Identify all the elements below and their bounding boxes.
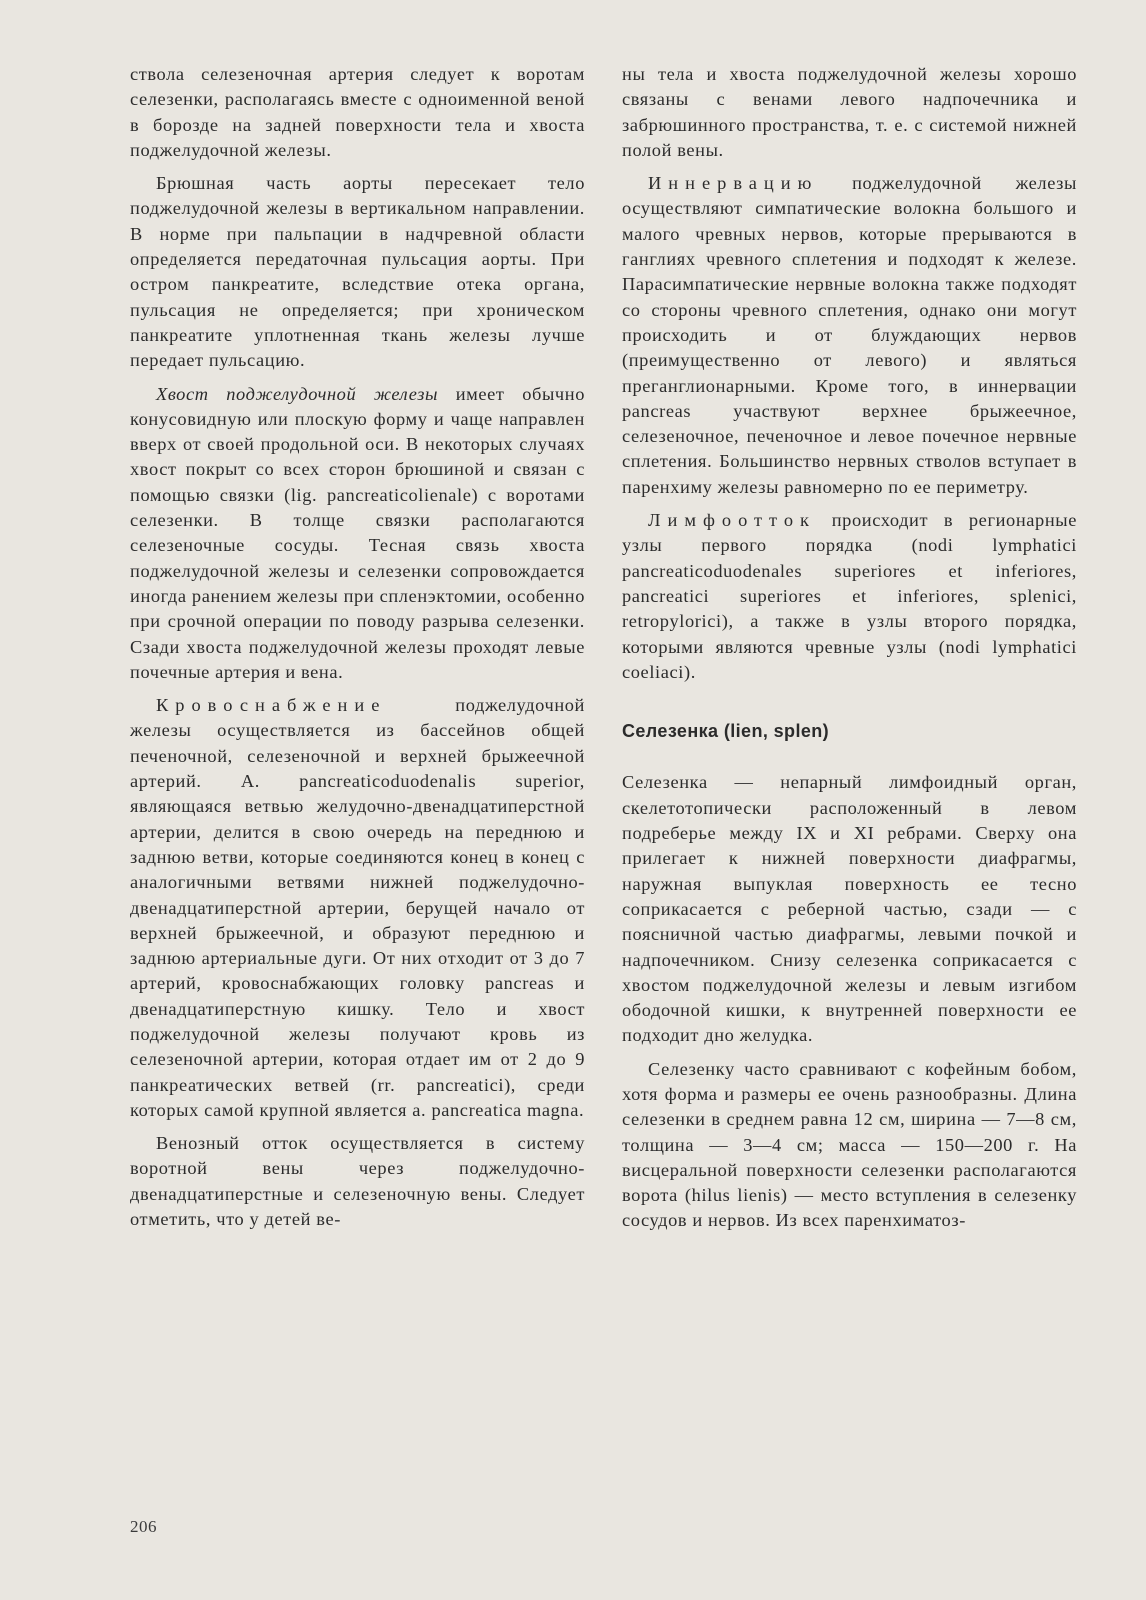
left-column xyxy=(130,62,585,1232)
section-heading: Селезенка (lien, splen) xyxy=(622,721,830,742)
page-number: 206 xyxy=(130,1517,157,1536)
paragraph: Селезенку часто сравнивают с кофейным бобом, хотя форма и размеры ее очень разнообразны. Длина селезенки в среднем равна 12 см, ширина — 7—8 см, толщина — 3—4 см; масса — 150—200 г. На висцеральной поверхности селезенки располагаются ворота (hilus lienis) — место вступления в селезенку сосудов и нервов. Из всех паренхиматоз- xyxy=(622,1058,1077,1231)
paragraph xyxy=(130,693,585,1123)
paragraph: ны тела и хвоста поджелудочной железы хорошо связаны с венами левого надпочечника и забрюшинного пространства, т. е. с системой нижней полой вены. xyxy=(622,64,1077,160)
right-column xyxy=(622,62,1077,1234)
italic-term: Хвост поджелудочной железы xyxy=(156,383,439,404)
paragraph-text: поджелудочной железы осуществляют симпатические волокна большого и малого чревных нервов, которые прерываются в ганглиях чревного сплетения и подходят к железе. Парасимпатические нервные волокна также подходят со стороны чревного сплетения, однако они могут происходить и от блуждающих нервов (преимущественно от левого) и являться преганглионарными. Кроме того, в иннервации pancreas участвуют верхнее брыжеечное, селезеночное, печеночное и левое почечное нервные сплетения. Большинство нервных стволов вступает в паренхиму железы равномерно по ее периметру. xyxy=(622,173,1077,497)
paragraph xyxy=(622,508,1077,685)
paragraph: Селезенка — непарный лимфоидный орган, скелетотопически расположенный в левом подреберье между IX и XI ребрами. Сверху она прилегает к нижней поверхности диафрагмы, наружная выпуклая поверхность ее тесно соприкасается с реберной частью, сзади — с поясничной частью диафрагмы, левыми почкой и надпочечником. Снизу селезенка соприкасается с хвостом поджелудочной железы и левым изгибом ободочной кишки, к внутренней поверхности ее подходит дно желудка. xyxy=(622,772,1077,1046)
paragraph xyxy=(622,171,1077,500)
paragraph-text: поджелудочной железы осуществляется из бассейнов общей печеночной, селезеночной и верхней брыжеечной артерий. A. pancreaticoduodenalis superior, являющаяся ветвью желудочно-двенадцатиперстной артерии, делится в свою очередь на переднюю и заднюю ветви, которые соединяются конец в конец с аналогичными ветвями нижней поджелудочно-двенадцатиперстной артерии, берущей начало от верхней брыжеечной, и образуют переднюю и заднюю артериальные дуги. От них отходит от 3 до 7 артерий, кровоснабжающих головку pancreas и двенадцатиперстную кишку. Тело и хвост поджелудочной железы получают кровь из селезеночной артерии, которая отдает им от 2 до 9 панкреатических ветвей (rr. pancreatici), среди которых самой крупной является a. pancreatica magna. xyxy=(130,695,585,1120)
paragraph xyxy=(130,382,585,686)
spaced-term: Иннервацию xyxy=(648,173,819,194)
paragraph: Брюшная часть аорты пересекает тело поджелудочной железы в вертикальном направлении. В норме при пальпации в надчревной области определяется передаточная пульсация аорты. При остром панкреатите, вследствие отека органа, пульсация не определяется; при хроническом панкреатите уплотненная ткань железы лучше передает пульсацию. xyxy=(130,173,585,371)
paragraph: ствола селезеночная артерия следует к воротам селезенки, располагаясь вместе с одноименной веной в борозде на задней поверхности тела и хвоста поджелудочной железы. xyxy=(130,64,585,160)
spaced-term: Кровоснабжение xyxy=(156,695,387,716)
paragraph: Венозный отток осуществляется в систему воротной вены через поджелудочно-двенадцатиперстные и селезеночную вены. Следует отметить, что у детей ве- xyxy=(130,1133,585,1230)
paragraph-text: происходит в регионарные узлы первого порядка (nodi lymphatici pancreaticoduodenales superiores et inferiores, pancreatici superiores et inferiores, splenici, retropylorici), а также в узлы второго порядка, которыми являются чревные узлы (nodi lymphatici coeliaci). xyxy=(622,510,1077,682)
spaced-term: Лимфоотток xyxy=(648,510,816,531)
paragraph-text: имеет обычно конусовидную или плоскую форму и чаще направлен вверх от своей продольной оси. В некоторых случаях хвост покрыт со всех сторон брюшиной и связан с помощью связки (lig. pancreaticolienale) с воротами селезенки. В толще связки располагаются селезеночные сосуды. Тесная связь хвоста поджелудочной железы и селезенки сопровождается иногда ранением железы при спленэктомии, особенно при срочной операции по поводу разрыва селезенки. Сзади хвоста поджелудочной железы проходят левые почечные артерия и вена. xyxy=(130,383,585,682)
